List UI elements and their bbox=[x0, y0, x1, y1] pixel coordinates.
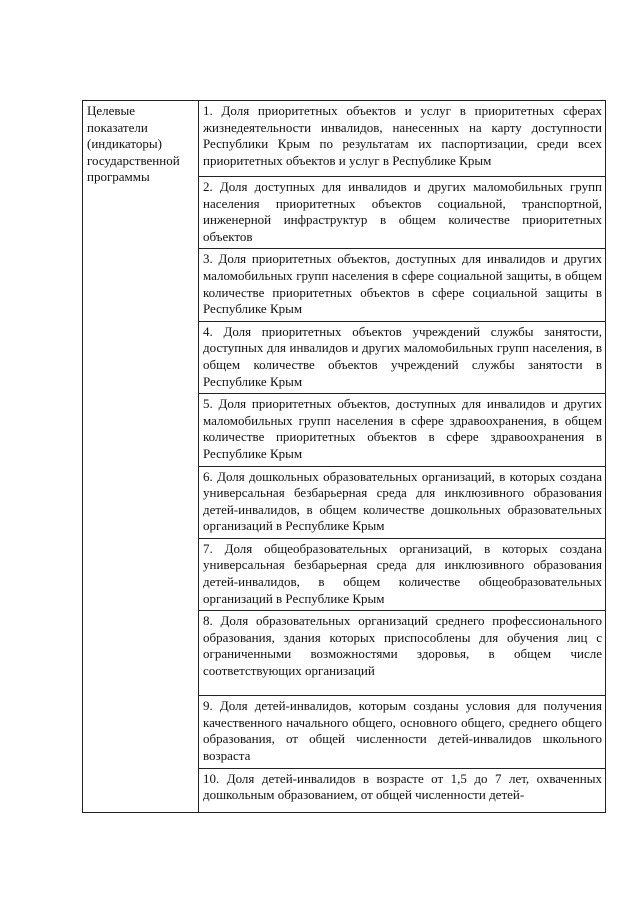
indicator-text-10: 10. Доля детей-инвалидов в возрасте от 1,5 до 7 лет, охваченных дошкольным образованием, от общей численности детей- bbox=[203, 770, 602, 803]
indicator-cell-5 bbox=[199, 394, 606, 466]
indicator-cell-10 bbox=[199, 768, 606, 812]
indicator-cell-3 bbox=[199, 249, 606, 321]
indicator-text-9: 9. Доля детей-инвалидов, которым созданы условия для получения качественного начального общего, основного общего, среднего общего образования, от общей численности детей-инвалидов школьного возраста bbox=[203, 698, 602, 764]
indicator-text-6: 6. Доля дошкольных образовательных организаций, в которых создана универсальная безбарьерная среда для инклюзивного образования детей-инвалидов, в общем количестве дошкольных образовательных организаций в Республике Крым bbox=[203, 468, 602, 534]
indicator-text-2: 2. Доля доступных для инвалидов и других маломобильных групп населения приоритетных объектов социальной, транспортной, инженерной инфраструктур в общем количестве приоритетных объектов bbox=[203, 179, 602, 244]
table-row bbox=[83, 101, 606, 177]
indicator-text-3: 3. Доля приоритетных объектов, доступных для инвалидов и других маломобильных групп населения в сфере социальной защиты, в общем количестве приоритетных объектов в сфере социальной защиты в Республике Крым bbox=[203, 251, 602, 317]
label-cell bbox=[83, 101, 199, 813]
indicator-text-8: 8. Доля образовательных организаций среднего профессионального образования, здания которых приспособлены для обучения лиц с ограниченными возможностями здоровья, в общем числе соответствующих организаций bbox=[203, 613, 602, 679]
indicator-cell-1 bbox=[199, 101, 606, 177]
indicator-cell-6 bbox=[199, 466, 606, 538]
indicator-cell-2 bbox=[199, 177, 606, 249]
indicator-text-5: 5. Доля приоритетных объектов, доступных для инвалидов и других маломобильных групп населения в сфере здравоохранения, в общем количестве приоритетных объектов в сфере здравоохранения в Республике Крым bbox=[203, 396, 602, 461]
indicator-cell-8 bbox=[199, 611, 606, 696]
indicators-label: Целевые показатели (индикаторы) государственной программы bbox=[87, 103, 180, 185]
indicator-text-1: 1. Доля приоритетных объектов и услуг в приоритетных сферах жизнедеятельности инвалидов, нанесенных на карту доступности Республики Крым по результатам их паспортизации, среди всех приоритетных объектов и услуг в Республике Крым bbox=[203, 103, 602, 168]
indicator-cell-9 bbox=[199, 696, 606, 768]
indicator-cell-4 bbox=[199, 321, 606, 393]
indicator-text-4: 4. Доля приоритетных объектов учреждений службы занятости, доступных для инвалидов и других маломобильных групп населения, в общем количестве объектов учреждений службы занятости в Республике Крым bbox=[203, 323, 602, 389]
indicator-text-7: 7. Доля общеобразовательных организаций, в которых создана универсальная безбарьерная среда для инклюзивного образования детей-инвалидов, в общем количестве общеобразовательных организаций в Республике Крым bbox=[203, 540, 602, 606]
indicator-cell-7 bbox=[199, 538, 606, 610]
program-indicators-table bbox=[82, 100, 606, 813]
